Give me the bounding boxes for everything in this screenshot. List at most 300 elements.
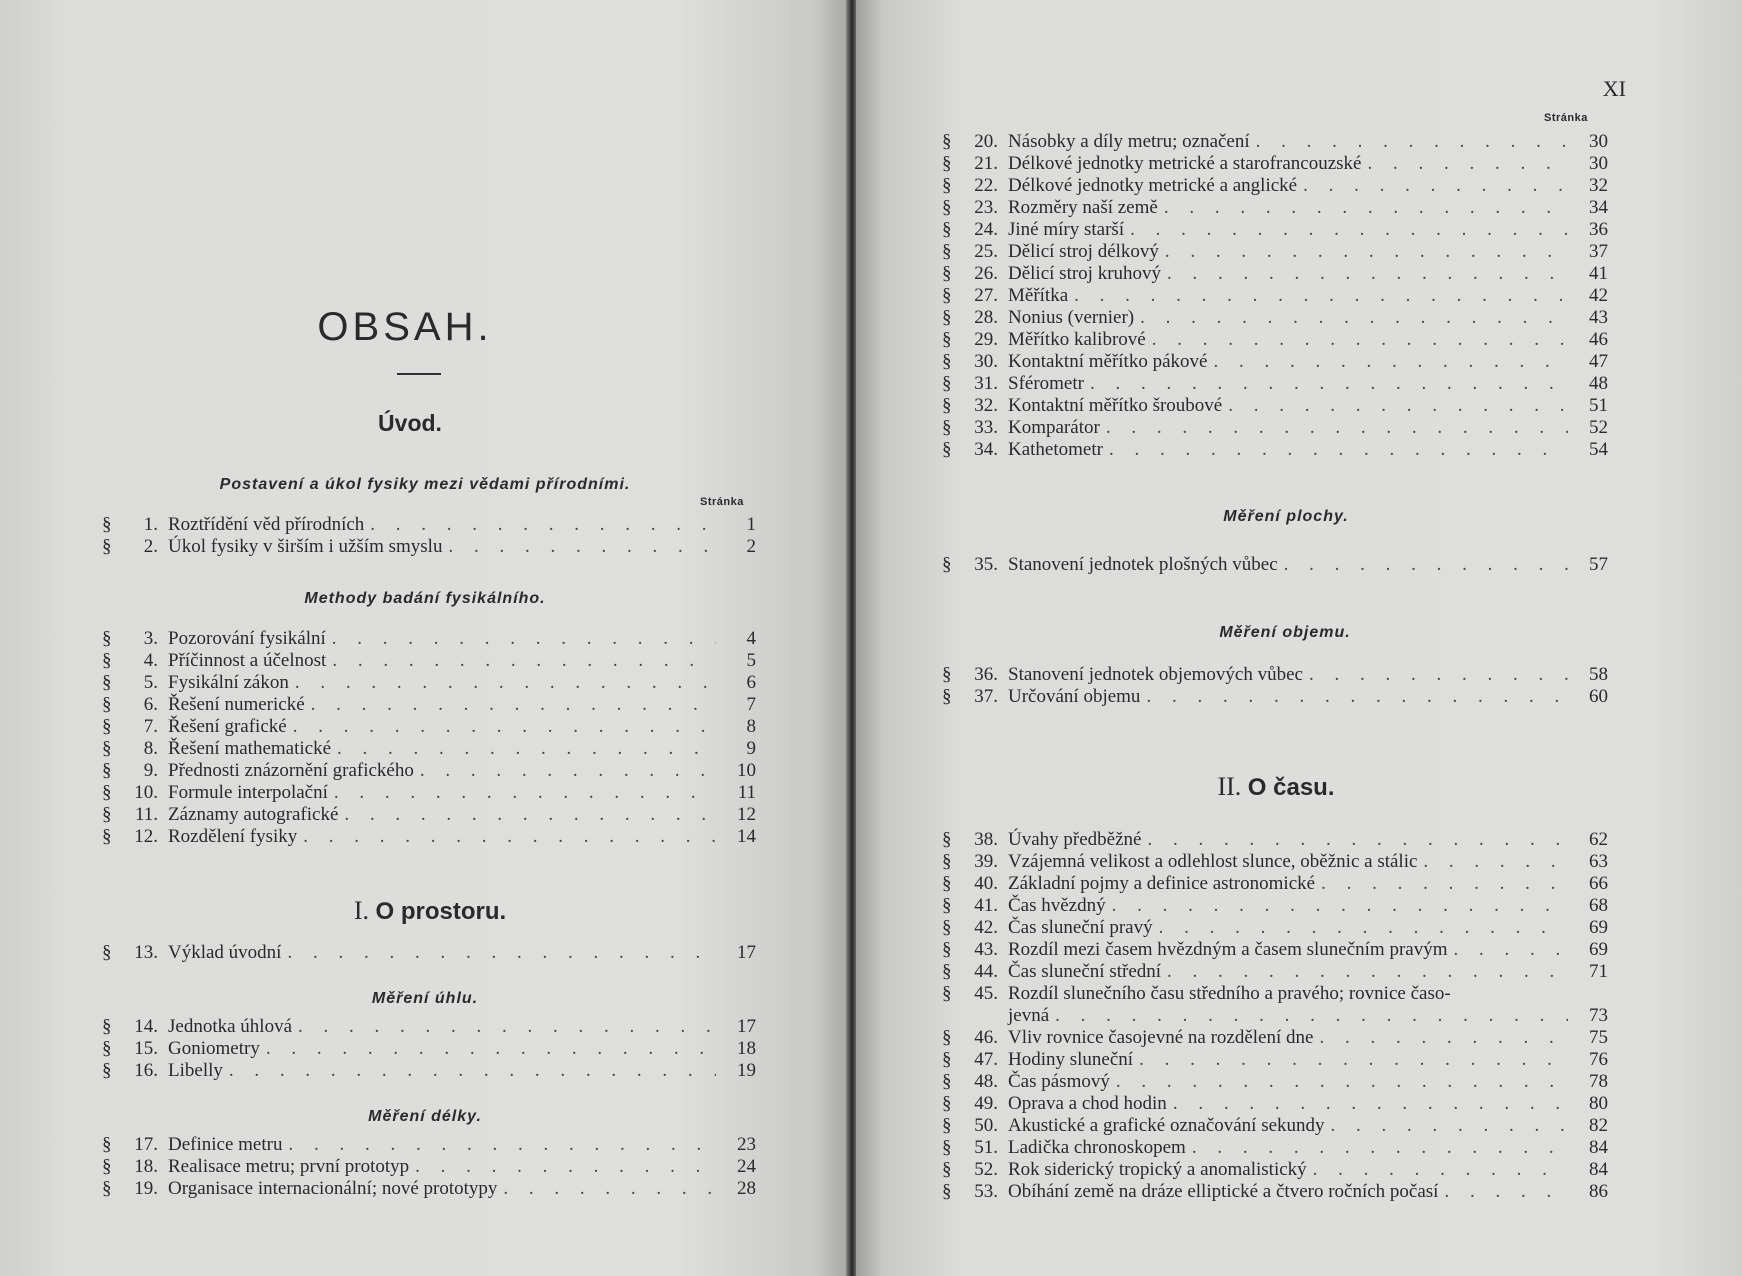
section-mark: § [942, 1137, 952, 1158]
leader-dots [1423, 851, 1568, 873]
toc-entry-53 [942, 1181, 1608, 1203]
entry-number: 25. [974, 241, 998, 262]
toc-list-casu [942, 829, 1608, 1203]
toc-entry-50 [942, 1115, 1608, 1137]
entry-number: 12. [134, 826, 158, 847]
section-mark: § [942, 285, 952, 306]
entry-title: Vzájemná velikost a odlehlost slunce, oběžnic a stálic [1008, 851, 1418, 872]
section-heading-uhlu: Měření úhlu. [371, 990, 479, 1007]
entry-page: 73 [1589, 1005, 1608, 1026]
section-mark: § [942, 197, 952, 218]
toc-entry-22 [942, 175, 1608, 197]
entry-title: Libelly [168, 1060, 223, 1081]
entry-number: 8. [143, 738, 158, 759]
toc-entry-16 [102, 1060, 756, 1082]
leader-dots [1319, 1027, 1568, 1049]
entry-number: 31. [974, 373, 998, 394]
toc-list-methody [102, 628, 756, 848]
entry-page: 4 [746, 628, 756, 649]
section-mark: § [942, 1181, 952, 1202]
entry-page: 71 [1589, 961, 1608, 982]
toc-entry-3 [102, 628, 756, 650]
section-mark: § [102, 826, 112, 847]
toc-entry-9 [102, 760, 756, 782]
entry-title: Ladička chronoskopem [1008, 1137, 1186, 1158]
section-mark: § [942, 175, 952, 196]
toc-title: OBSAH. [317, 305, 493, 349]
toc-list-prostoru [102, 942, 756, 964]
toc-entry-10 [102, 782, 756, 804]
leader-dots [1309, 664, 1568, 686]
section-mark: § [942, 395, 952, 416]
entry-number: 40. [974, 873, 998, 894]
entry-number: 9. [143, 760, 158, 781]
entry-number: 52. [974, 1159, 998, 1180]
leader-dots [1074, 285, 1568, 307]
entry-title: Obíhání země na dráze elliptické a čtvero ročních počasí [1008, 1181, 1439, 1202]
section-mark: § [942, 1115, 952, 1136]
entry-number: 51. [974, 1137, 998, 1158]
entry-title: Úkol fysiky v širším i užším smyslu [168, 536, 443, 557]
leader-dots [332, 650, 716, 672]
entry-page: 30 [1589, 131, 1608, 152]
entry-page: 12 [737, 804, 756, 825]
entry-title: Čas sluneční pravý [1008, 917, 1153, 938]
entry-title: Měřítko kalibrové [1008, 329, 1146, 350]
entry-title: Úvahy předběžné [1008, 829, 1142, 850]
toc-entry-39 [942, 851, 1608, 873]
entry-number: 2. [143, 536, 158, 557]
toc-entry-49 [942, 1093, 1608, 1115]
leader-dots [1165, 241, 1568, 263]
entry-page: 23 [737, 1134, 756, 1155]
entry-title: Záznamy autografické [168, 804, 339, 825]
section-mark: § [942, 1159, 952, 1180]
entry-title: Kontaktní měřítko pákové [1008, 351, 1208, 372]
entry-number: 36. [974, 664, 998, 685]
section-mark: § [942, 351, 952, 372]
entry-title: Rok siderický tropický a anomalistický [1008, 1159, 1307, 1180]
toc-list-delky [102, 1134, 756, 1200]
leader-dots [1167, 961, 1568, 983]
entry-title: Dělicí stroj délkový [1008, 241, 1159, 262]
section-mark: § [942, 1071, 952, 1092]
leader-dots [295, 672, 716, 694]
toc-entry-28 [942, 307, 1608, 329]
toc-entry-42 [942, 917, 1608, 939]
entry-page: 1 [746, 514, 756, 535]
entry-number: 23. [974, 197, 998, 218]
entry-title: Jednotka úhlová [168, 1016, 293, 1037]
toc-entry-48 [942, 1071, 1608, 1093]
entry-page: 84 [1589, 1159, 1608, 1180]
entry-number: 28. [974, 307, 998, 328]
entry-title: Rozdělení fysiky [168, 826, 298, 847]
section-mark: § [942, 829, 952, 850]
leader-dots [1106, 417, 1568, 439]
leader-dots [287, 942, 716, 964]
leader-dots [1213, 351, 1568, 373]
entry-page: 19 [737, 1060, 756, 1081]
entry-page: 32 [1589, 175, 1608, 196]
entry-title: Formule interpolační [168, 782, 328, 803]
toc-entry-52 [942, 1159, 1608, 1181]
leader-dots [298, 1016, 716, 1038]
toc-entry-13 [102, 942, 756, 964]
entry-number: 44. [974, 961, 998, 982]
leader-dots [1454, 939, 1569, 961]
page-number: XI [1602, 76, 1626, 101]
leader-dots [311, 694, 716, 716]
entry-page: 69 [1589, 917, 1608, 938]
entry-page: 52 [1589, 417, 1608, 438]
entry-title: jevná [1008, 1005, 1050, 1026]
entry-page: 84 [1589, 1137, 1608, 1158]
entry-page: 11 [737, 782, 756, 803]
leader-dots [1146, 686, 1568, 708]
toc-entry-7 [102, 716, 756, 738]
leader-dots [293, 716, 716, 738]
entry-page: 57 [1589, 554, 1608, 575]
entry-page: 28 [737, 1178, 756, 1199]
entry-page: 14 [737, 826, 756, 847]
section-mark: § [102, 672, 112, 693]
section-mark: § [942, 851, 952, 872]
entry-title: Rozdíl mezi časem hvězdným a časem slunečním pravým [1008, 939, 1448, 960]
toc-list-plochy [942, 554, 1608, 576]
section-mark: § [942, 263, 952, 284]
entry-number: 33. [974, 417, 998, 438]
entry-number: 16. [134, 1060, 158, 1081]
toc-entry-43 [942, 939, 1608, 961]
section-mark: § [942, 241, 952, 262]
leader-dots [1284, 554, 1568, 576]
chapter-roman: I. [353, 896, 369, 925]
section-heading-objemu: Měření objemu. [1219, 624, 1351, 641]
entry-title: Řešení mathematické [168, 738, 332, 759]
leader-dots [337, 738, 716, 760]
entry-number: 38. [974, 829, 998, 850]
section-mark: § [942, 307, 952, 328]
entry-number: 29. [974, 329, 998, 350]
leader-dots [1152, 329, 1568, 351]
section-mark: § [942, 983, 952, 1004]
section-mark: § [942, 686, 952, 707]
toc-entry-6 [102, 694, 756, 716]
section-mark: § [102, 694, 112, 715]
toc-entry-18 [102, 1156, 756, 1178]
leader-dots [1313, 1159, 1568, 1181]
entry-page: 46 [1589, 329, 1608, 350]
entry-page: 43 [1589, 307, 1608, 328]
section-mark: § [942, 417, 952, 438]
entry-number: 1. [143, 514, 158, 535]
intro-heading: Úvod. [378, 410, 442, 436]
entry-number: 45. [974, 983, 998, 1004]
leader-dots [1164, 197, 1568, 219]
entry-page: 76 [1589, 1049, 1608, 1070]
entry-title: Násobky a díly metru; označení [1008, 131, 1250, 152]
entry-title: Realisace metru; první prototyp [168, 1156, 410, 1177]
entry-title: Čas sluneční střední [1008, 961, 1162, 982]
toc-list-continued [942, 131, 1608, 461]
section-mark: § [942, 939, 952, 960]
entry-page: 68 [1589, 895, 1608, 916]
entry-title: Měřítka [1008, 285, 1069, 306]
section-mark: § [102, 1016, 112, 1037]
toc-entry-45-continued [942, 1005, 1608, 1027]
entry-page: 36 [1589, 219, 1608, 240]
entry-number: 18. [134, 1156, 158, 1177]
toc-entry-35 [942, 554, 1608, 576]
entry-title: Nonius (vernier) [1008, 307, 1135, 328]
entry-page: 17 [737, 942, 756, 963]
entry-page: 5 [746, 650, 756, 671]
leader-dots [1167, 263, 1568, 285]
section-heading-postaveni: Postavení a úkol fysiky mezi vědami přírodními. [219, 476, 631, 493]
entry-page: 2 [746, 536, 756, 557]
entry-page: 34 [1589, 197, 1608, 218]
entry-number: 26. [974, 263, 998, 284]
entry-number: 20. [974, 131, 998, 152]
leader-dots [1130, 219, 1568, 241]
entry-title: Fysikální zákon [168, 672, 289, 693]
leader-dots [1147, 829, 1568, 851]
entry-title: Jiné míry starší [1008, 219, 1125, 240]
toc-list-objemu [942, 664, 1608, 708]
entry-page: 6 [746, 672, 756, 693]
toc-entry-41 [942, 895, 1608, 917]
section-mark: § [102, 536, 112, 557]
section-mark: § [942, 1027, 952, 1048]
toc-entry-46 [942, 1027, 1608, 1049]
section-mark: § [942, 664, 952, 685]
leader-dots [1367, 153, 1568, 175]
entry-number: 46. [974, 1027, 998, 1048]
entry-page: 37 [1589, 241, 1608, 262]
entry-title: Čas hvězdný [1008, 895, 1106, 916]
entry-title: Definice metru [168, 1134, 283, 1155]
entry-number: 39. [974, 851, 998, 872]
entry-title: Organisace internacionální; nové prototypy [168, 1178, 498, 1199]
leader-dots [1140, 307, 1568, 329]
entry-title: Kontaktní měřítko šroubové [1008, 395, 1223, 416]
entry-title: Oprava a chod hodin [1008, 1093, 1167, 1114]
toc-entry-32 [942, 395, 1608, 417]
entry-title: Roztřídění věd přírodních [168, 514, 365, 535]
leader-dots [1321, 873, 1568, 895]
leader-dots [1303, 175, 1568, 197]
entry-title: Stanovení jednotek plošných vůbec [1008, 554, 1278, 575]
section-mark: § [102, 760, 112, 781]
entry-title: Goniometry [168, 1038, 260, 1059]
entry-number: 11. [134, 804, 158, 825]
entry-title: Délkové jednotky metrické a anglické [1008, 175, 1298, 196]
toc-entry-15 [102, 1038, 756, 1060]
section-mark: § [102, 1156, 112, 1177]
entry-page: 58 [1589, 664, 1608, 685]
entry-page: 47 [1589, 351, 1608, 372]
leader-dots [266, 1038, 716, 1060]
toc-entry-44 [942, 961, 1608, 983]
toc-entry-23 [942, 197, 1608, 219]
entry-title: Dělicí stroj kruhový [1008, 263, 1162, 284]
entry-title: Řešení grafické [168, 716, 287, 737]
entry-title: Pozorování fysikální [168, 628, 326, 649]
entry-number: 30. [974, 351, 998, 372]
entry-title: Délkové jednotky metrické a starofrancouzské [1008, 153, 1362, 174]
entry-title: Základní pojmy a definice astronomické [1008, 873, 1316, 894]
entry-title: Přednosti znázornění grafického [168, 760, 414, 781]
section-mark: § [102, 804, 112, 825]
section-mark: § [942, 1049, 952, 1070]
chapter-name: O času. [1247, 774, 1335, 801]
chapter-heading-prostoru [300, 896, 560, 926]
entry-number: 50. [974, 1115, 998, 1136]
leader-dots [1256, 131, 1568, 153]
toc-entry-26 [942, 263, 1608, 285]
section-mark: § [102, 782, 112, 803]
entry-number: 13. [134, 942, 158, 963]
leader-dots [1331, 1115, 1568, 1137]
toc-entry-29 [942, 329, 1608, 351]
entry-page: 69 [1589, 939, 1608, 960]
toc-entry-20 [942, 131, 1608, 153]
leader-dots [288, 1134, 716, 1156]
entry-title: Hodiny sluneční [1008, 1049, 1134, 1070]
chapter-name: O prostoru. [375, 898, 507, 925]
entry-page: 80 [1589, 1093, 1608, 1114]
entry-number: 35. [974, 554, 998, 575]
chapter-roman: II. [1217, 772, 1242, 801]
entry-number: 19. [134, 1178, 158, 1199]
entry-number: 17. [134, 1134, 158, 1155]
leader-dots [332, 628, 716, 650]
left-page [0, 0, 848, 1276]
section-mark: § [102, 738, 112, 759]
entry-page: 51 [1589, 395, 1608, 416]
entry-number: 6. [143, 694, 158, 715]
entry-page: 7 [746, 694, 756, 715]
entry-page: 78 [1589, 1071, 1608, 1092]
section-mark: § [942, 153, 952, 174]
entry-page: 66 [1589, 873, 1608, 894]
entry-number: 15. [134, 1038, 158, 1059]
section-mark: § [102, 1038, 112, 1059]
section-mark: § [102, 1134, 112, 1155]
leader-dots [1055, 1005, 1568, 1027]
section-mark: § [102, 1060, 112, 1081]
toc-entry-21 [942, 153, 1608, 175]
section-mark: § [942, 1093, 952, 1114]
entry-number: 14. [134, 1016, 158, 1037]
entry-number: 49. [974, 1093, 998, 1114]
leader-dots [448, 536, 716, 558]
toc-entry-11 [102, 804, 756, 826]
section-heading-plochy: Měření plochy. [1223, 508, 1349, 525]
title-rule [397, 373, 441, 375]
leader-dots [1228, 395, 1568, 417]
section-mark: § [942, 131, 952, 152]
entry-page: 48 [1589, 373, 1608, 394]
toc-entry-12 [102, 826, 756, 848]
chapter-heading-casu [1156, 772, 1396, 802]
section-mark: § [102, 1178, 112, 1199]
entry-number: 37. [974, 686, 998, 707]
toc-entry-30 [942, 351, 1608, 373]
leader-dots [1090, 373, 1568, 395]
entry-number: 4. [143, 650, 158, 671]
leader-dots [1116, 1071, 1568, 1093]
section-mark: § [102, 650, 112, 671]
toc-entry-8 [102, 738, 756, 760]
section-mark: § [942, 373, 952, 394]
entry-page: 24 [737, 1156, 756, 1177]
toc-entry-51 [942, 1137, 1608, 1159]
toc-entry-4 [102, 650, 756, 672]
toc-entry-1 [102, 514, 756, 536]
section-mark: § [102, 716, 112, 737]
toc-entry-27 [942, 285, 1608, 307]
section-mark: § [942, 917, 952, 938]
entry-page: 9 [746, 738, 756, 759]
toc-entry-37 [942, 686, 1608, 708]
toc-entry-38 [942, 829, 1608, 851]
leader-dots [1192, 1137, 1568, 1159]
toc-list-postaveni [102, 514, 756, 558]
section-heading-methody: Methody badání fysikálního. [304, 590, 546, 607]
section-mark: § [102, 628, 112, 649]
entry-title: Akustické a grafické označování sekundy [1008, 1115, 1325, 1136]
entry-title: Řešení numerické [168, 694, 305, 715]
entry-title: Výklad úvodní [168, 942, 282, 963]
entry-number: 47. [974, 1049, 998, 1070]
entry-page: 10 [737, 760, 756, 781]
leader-dots [334, 782, 716, 804]
section-mark: § [942, 554, 952, 575]
entry-number: 32. [974, 395, 998, 416]
entry-title: Kathetometr [1008, 439, 1103, 460]
entry-page: 86 [1589, 1181, 1608, 1202]
toc-entry-14 [102, 1016, 756, 1038]
leader-dots [1109, 439, 1568, 461]
section-mark: § [942, 895, 952, 916]
entry-number: 24. [974, 219, 998, 240]
leader-dots [1444, 1181, 1568, 1203]
toc-list-uhlu [102, 1016, 756, 1082]
entry-title: Určování objemu [1008, 686, 1141, 707]
entry-number: 3. [143, 628, 158, 649]
entry-title: Rozdíl slunečního času středního a pravého; rovnice časo- [1008, 983, 1451, 1004]
toc-entry-31 [942, 373, 1608, 395]
entry-number: 21. [974, 153, 998, 174]
entry-page: 30 [1589, 153, 1608, 174]
toc-entry-2 [102, 536, 756, 558]
entry-number: 43. [974, 939, 998, 960]
entry-title: Vliv rovnice časojevné na rozdělení dne [1008, 1027, 1314, 1048]
toc-entry-40 [942, 873, 1608, 895]
leader-dots [503, 1178, 716, 1200]
entry-page: 60 [1589, 686, 1608, 707]
toc-entry-45 [942, 983, 1608, 1005]
leader-dots [229, 1060, 716, 1082]
leader-dots [1112, 895, 1568, 917]
entry-title: Stanovení jednotek objemových vůbec [1008, 664, 1303, 685]
entry-number: 34. [974, 439, 998, 460]
toc-entry-19 [102, 1178, 756, 1200]
toc-entry-34 [942, 439, 1608, 461]
section-heading-delky: Měření délky. [368, 1108, 482, 1125]
